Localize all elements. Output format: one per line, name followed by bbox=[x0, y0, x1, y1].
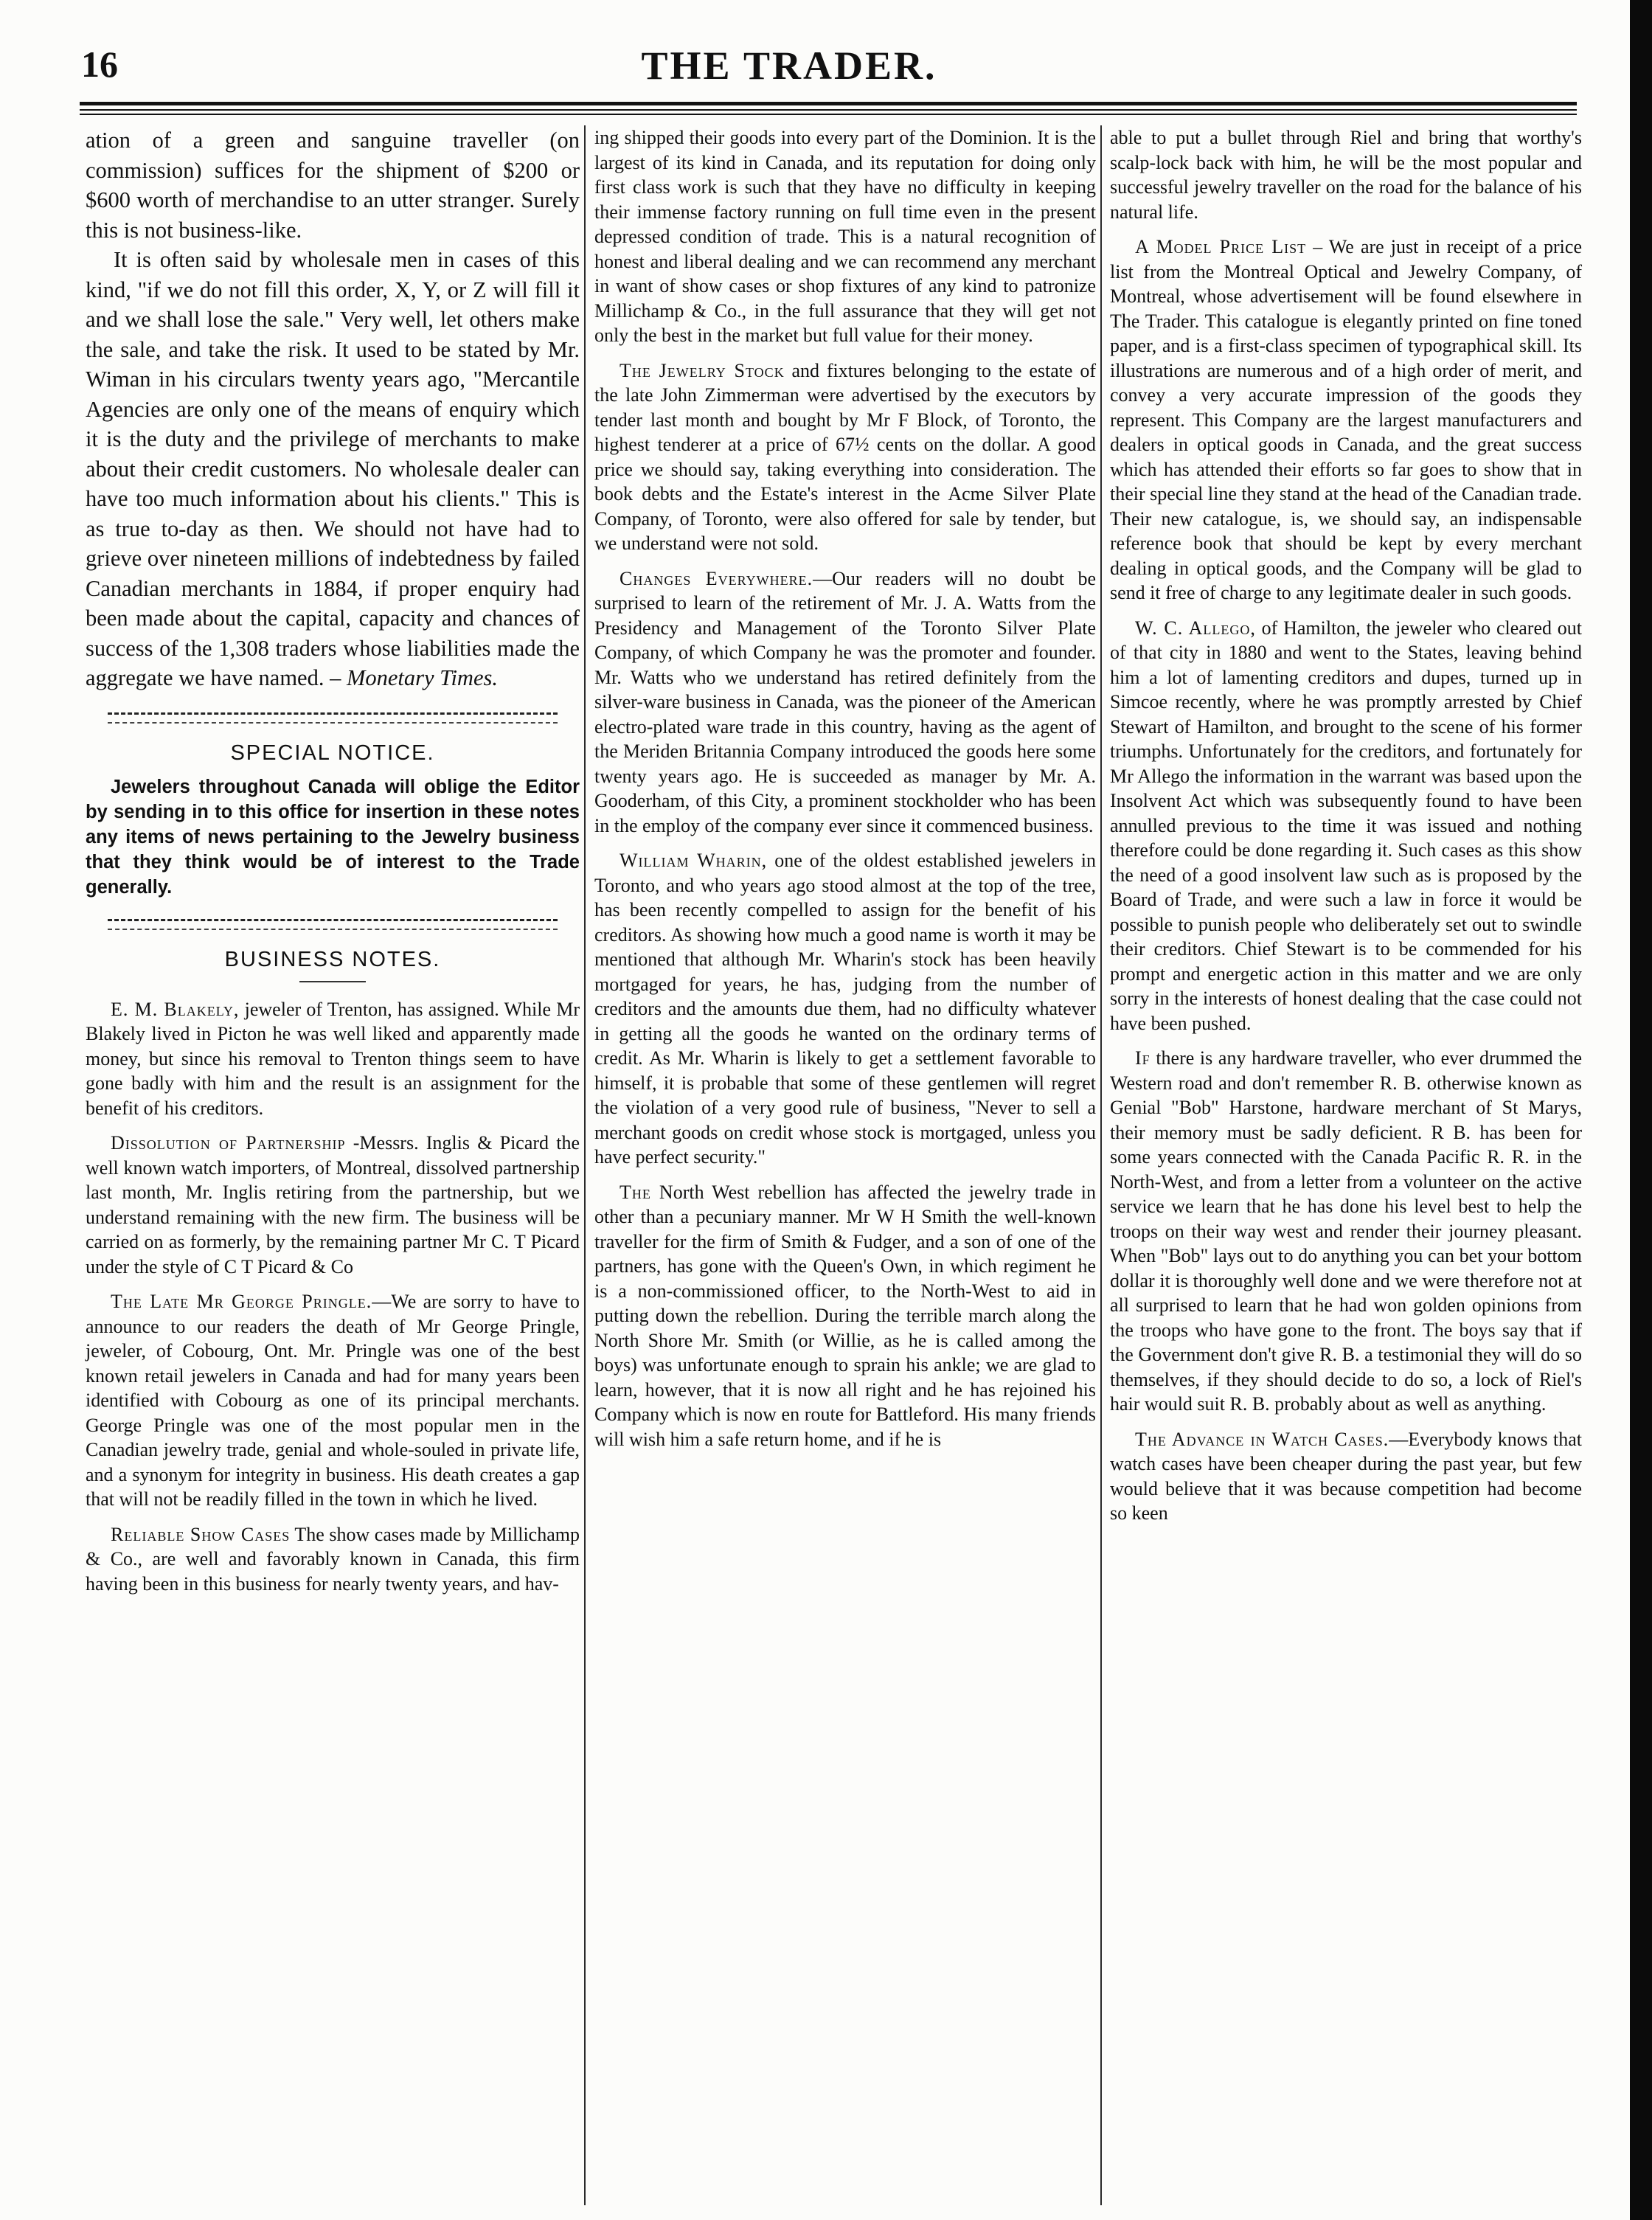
article-source: – Monetary Times. bbox=[330, 665, 498, 690]
note-body: – We are just in receipt of a price list from the Montreal Optical and Jewelry Company, of Montreal, whose advertisement will be found elsewhere in The Trader. This catalogue is elegantly printed on fine toned paper, and is a first-class specimen of typographical skill. Its illustrations are numerous and of a high order of merit, and convey a very accurate impression of the goods they represent. This Company are the largest manufacturers and dealers in optical goods in Canada, and the great success which has attended their efforts so far goes to show that in their special line they stand at the head of the Canadian trade. Their new catalogue, is, we should say, an indispensable reference book that should be kept by every merchant dealing in optical goods, and the Company will be glad to send it free of charge to any legitimate dealer in such goods. bbox=[1110, 236, 1582, 603]
business-note bbox=[1110, 1427, 1582, 1526]
header-rule bbox=[80, 102, 1577, 105]
masthead-title: THE TRADER. bbox=[641, 44, 937, 88]
section-divider bbox=[108, 919, 558, 921]
section-divider bbox=[108, 929, 558, 930]
business-note bbox=[86, 1131, 580, 1279]
note-body: —Our readers will no doubt be surprised to learn of the retirement of Mr. J. A. Watts from the Presidency and Management of the Toronto Silver Plate Company, of which Company he was the promoter and founder. Mr. Watts who we understand has retired definitely from the silver-ware business in Canada, was the pioneer of the American electro-plated ware trade in this country, having as the agent of the Meriden Britannia Company introduced the goods here some twenty years ago. He is succeeded as manager by Mr. A. Gooderham, of this City, a prominent stockholder who has been in the employ of the company ever since it commenced business. bbox=[594, 567, 1097, 836]
article-text: It is often said by wholesale men in cases of this kind, "if we do not fill this order, X, Y, or Z will fill it and we shall lose the sale." Very well, let others make the sale, and take the risk. It used to be stated by Mr. Wiman in his circulars twenty years ago, "Mercantile Agencies are only one of the means of enquiry which it is the duty and the privilege of merchants to make about their credit customers. No wholesale dealer can have too much information about his clients." This is as true to-day as then. We should not have had to grieve over nineteen millions of indebtedness by failed Canadian merchants in 1884, if proper enquiry had been made about the capital, capacity and chances of success of the 1,308 traders whose liabilities made the aggregate we have named. bbox=[86, 247, 580, 690]
note-lead: A Model Price List bbox=[1135, 236, 1307, 257]
note-lead: If bbox=[1135, 1047, 1150, 1069]
column-separator bbox=[584, 125, 586, 2205]
note-lead: William Wharin, bbox=[620, 850, 768, 871]
business-note bbox=[594, 1180, 1096, 1452]
note-body: —We are sorry to have to announce to our readers the death of Mr George Pringle, jeweler, of Cobourg, Ont. Mr. Pringle was one of the best known retail jewelers in Canada and had for many years been identified with Cobourg as one of its principal merchants. George Pringle was one of the most popular men in the Canadian jewelry trade, genial and whole-souled in private life, and a synonym for integrity in business. His death creates a gap that will not be readily filled in the town in which he lived. bbox=[86, 1291, 580, 1510]
note-body: of Hamilton, the jeweler who cleared out of that city in 1880 and went to the States, leaving behind him a lot of lamenting creditors and dupes, turned up in Simcoe recently, where he was promptly arrested by Chief Stewart of Hamilton, and brought to the scene of his former triumphs. Unfortunately for the creditors, and fortunately for Mr Allego the information in the warrant was based upon the Insolvent Act which was subsequently found to have been annulled previous to the time it was issued and nothing therefore could be done regarding it. Such cases as this show the need of a good insolvent law such as is proposed by the Board of Trade, and were such a law in force it would be possible to punish people who deliberately set out to swindle their creditors. Chief Stewart is to be commended for his prompt and energetic action in this matter and we are only sorry in the interests of honest dealing that the case could not have been pushed. bbox=[1110, 617, 1582, 1034]
note-body: and fixtures belonging to the estate of the late John Zimmerman were advertised by the executors by tender last month and bought by Mr F Block, of Toronto, the highest tenderer at a price of 67½ cents on the dollar. A good price we should say, taking everything into consideration. The book debts and the Estate's interest in the Acme Silver Plate Company, of Toronto, were also offered for sale by tender, but we understand were not sold. bbox=[594, 359, 1097, 554]
column-2 bbox=[594, 125, 1096, 1462]
column-1 bbox=[86, 125, 580, 1606]
business-note bbox=[86, 1289, 580, 1512]
article-paragraph bbox=[86, 245, 580, 693]
binding-edge bbox=[1630, 0, 1652, 2220]
special-notice-body: Jewelers throughout Canada will oblige the Editor by sending in to this office for insertion in these notes any items of news pertaining to the Jewelry business that they think would be of interest to the Trade generally. bbox=[86, 776, 580, 898]
column-3 bbox=[1110, 125, 1582, 1536]
article-paragraph: ation of a green and sanguine traveller (on commission) suffices for the shipment of $200 or $600 worth of merchandise to an utter stranger. Surely this is not business-like. bbox=[86, 128, 580, 243]
note-lead: The Late Mr George Pringle. bbox=[111, 1291, 372, 1312]
note-body: -Messrs. Inglis & Picard the well known watch importers, of Montreal, dissolved partnership last month, Mr. Inglis retiring from the partnership, but we understand remaining with the new firm. The business will be carried on as formerly, by the remaining partner Mr C. T Picard under the style of C T Picard & Co bbox=[86, 1132, 580, 1277]
note-body: there is any hardware traveller, who ever drummed the Western road and don't remember R. B. otherwise known as Genial "Bob" Harstone, hardware merchant of St Marys, their memory must be sadly deficient. R B. has been for some years connected with the Canada Pacific R. R. in the North-West, and from a letter from a volunteer on the active service we learn that he has done his level best to help the troops on their way west and render their journey pleasant. When "Bob" lays out to do anything you can bet your bottom dollar it is thoroughly well done and we were therefore not at all surprised to learn that he had won golden opinions from the troops who have gone to the front. The boys say that if the Government don't give R. B. a testimonial they will do so themselves, if they should decide to do so, a lock of Riel's hair would suit R. B. probably about as well as anything. bbox=[1110, 1047, 1582, 1415]
title-underline bbox=[299, 981, 366, 982]
business-note bbox=[1110, 1046, 1582, 1417]
note-lead: W. C. Allego, bbox=[1135, 617, 1256, 639]
note-lead: E. M. Blakely, bbox=[111, 998, 240, 1020]
note-body: North West rebellion has affected the jewelry trade in other than a pecuniary manner. Mr W H Smith the well-known traveller for the firm of Smith & Fudger, and a son of one of the partners, has gone with the Queen's Own, in which regiment he is a non-commissioned officer, to the North-West to aid in putting down the rebellion. During the terrible march along the North Shore Mr. Smith (or Willie, as he is called among the boys) was unfortunate enough to sprain his ankle; we are glad to learn, however, that it is now all right and he has rejoined his Company which is now en route for Battleford. His many friends will wish him a safe return home, and if he is bbox=[594, 1181, 1096, 1450]
note-body: one of the oldest established jewelers in Toronto, and who years ago stood almost at the top of the tree, has been recently compelled to assign for the benefit of his creditors. As showing how much a good name is worth it may be mentioned that although Mr. Wharin's stock has been heavily mortgaged for years, he has, judging from the number of creditors and the amounts due them, had no difficulty whatever in getting all the goods he wanted on the ordinary terms of credit. As Mr. Wharin is likely to get a settlement favorable to himself, it is probable that some of these gentlemen will regret the violation of a very good rule of business, "Never to sell a merchant goods on credit whose stock is mortgaged, unless you have perfect security." bbox=[594, 850, 1096, 1168]
business-note bbox=[594, 566, 1096, 839]
header-rule bbox=[80, 114, 1577, 115]
note-body: jeweler of Trenton, has assigned. While Mr Blakely lived in Picton he was well liked and apparently made money, but since his removal to Trenton things seem to have gone badly with him and the result is an assignment for the benefit of his creditors. bbox=[86, 998, 580, 1119]
note-lead: The Jewelry Stock bbox=[620, 359, 785, 381]
business-note bbox=[594, 358, 1096, 556]
business-note bbox=[86, 997, 580, 1121]
section-divider bbox=[108, 722, 558, 724]
special-notice-title: SPECIAL NOTICE. bbox=[230, 740, 435, 765]
page-number: 16 bbox=[81, 44, 118, 85]
note-lead: Reliable Show Cases bbox=[111, 1523, 291, 1545]
continued-paragraph: able to put a bullet through Riel and bring that worthy's scalp-lock back with him, he will be the most popular and successful jewelry traveller on the road for the balance of his natural life. bbox=[1110, 127, 1582, 223]
column-separator bbox=[1100, 125, 1102, 2205]
business-note bbox=[1110, 235, 1582, 606]
note-lead: Changes Everywhere. bbox=[620, 567, 813, 589]
section-divider bbox=[108, 712, 558, 715]
header-rule bbox=[80, 109, 1577, 111]
note-lead: The bbox=[620, 1181, 651, 1203]
note-body: The show cases made by Millichamp & Co., are well and favorably known in Canada, this firm having been in this business for nearly twenty years, and hav- bbox=[86, 1523, 580, 1595]
business-note bbox=[594, 848, 1096, 1170]
note-lead: Dissolution of Partnership bbox=[111, 1132, 346, 1154]
business-notes-list bbox=[86, 997, 580, 1597]
note-body: —Everybody knows that watch cases have been cheaper during the past year, but few would believe that it was because competition had become so keen bbox=[1110, 1428, 1582, 1524]
business-notes-title: BUSINESS NOTES. bbox=[224, 947, 441, 971]
note-lead: The Advance in Watch Cases. bbox=[1135, 1428, 1389, 1450]
business-note bbox=[86, 1522, 580, 1597]
business-note bbox=[1110, 616, 1582, 1036]
editorial-article bbox=[86, 125, 580, 693]
continued-paragraph: ing shipped their goods into every part of the Dominion. It is the largest of its kind in Canada, and its reputation for doing only first class work is such that they have no difficulty in keeping their immense factory running on full time even in the present depressed condition of trade. This is a natural recognition of honest and liberal dealing and we can recommend any merchant in want of show cases or shop fixtures of any kind to patronize Millichamp & Co., in the full assurance that they will get not only the best in the market but full value for their money. bbox=[594, 127, 1096, 346]
